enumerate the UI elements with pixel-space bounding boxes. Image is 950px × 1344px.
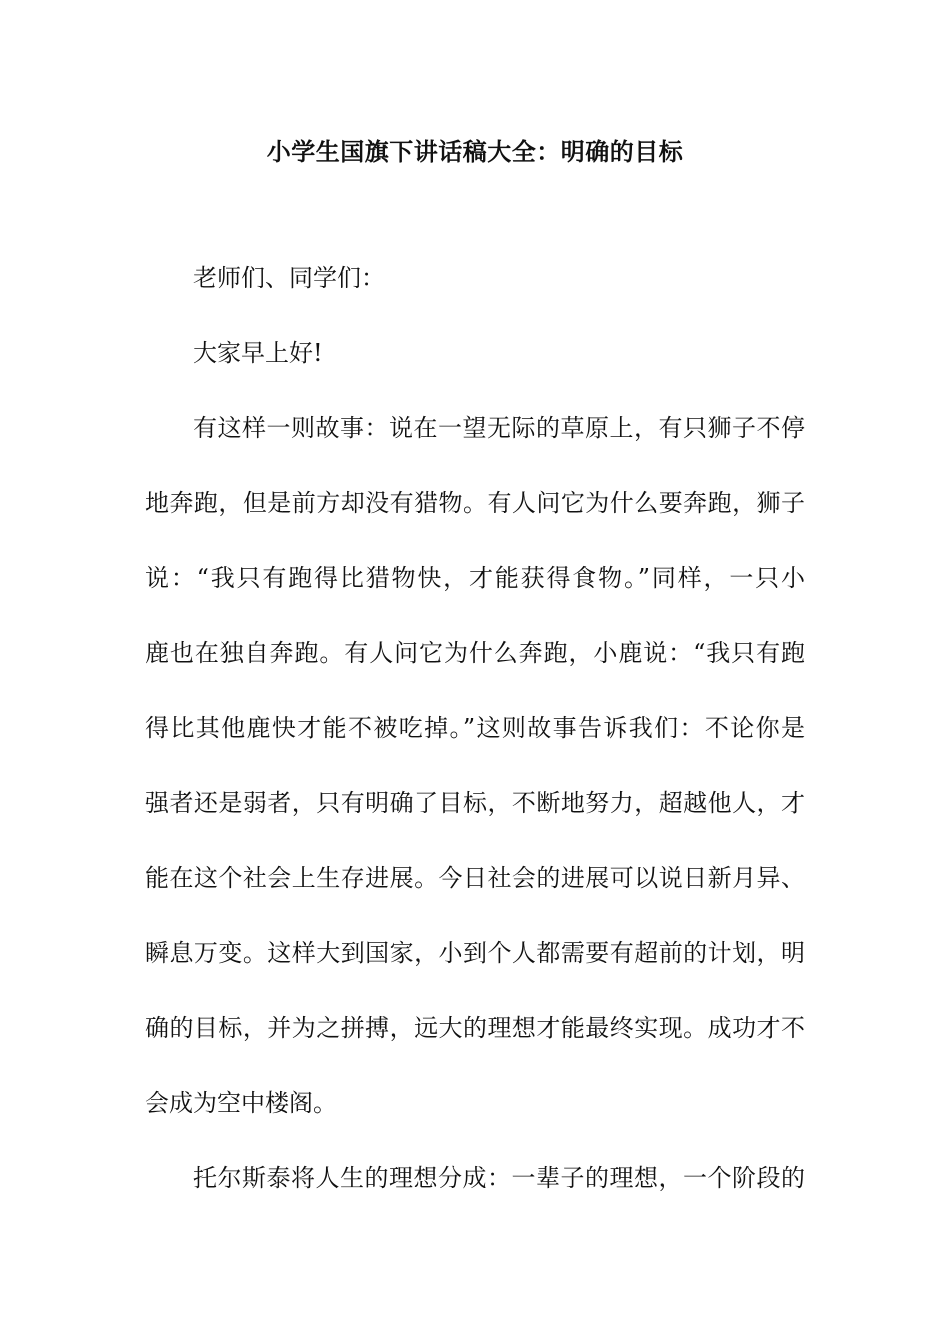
paragraph-line: 确的目标，并为之拼搏，远大的理想才能最终实现。成功才不: [145, 1014, 805, 1042]
paragraph-line: 托尔斯泰将人生的理想分成：一辈子的理想，一个阶段的: [193, 1164, 805, 1192]
paragraph-line: 有这样一则故事：说在一望无际的草原上，有只狮子不停: [193, 414, 805, 442]
paragraph-line: 会成为空中楼阁。: [145, 1089, 337, 1117]
salutation-line: 大家早上好!: [193, 339, 323, 367]
paragraph-line: 得比其他鹿快才能不被吃掉。”这则故事告诉我们：不论你是: [145, 714, 805, 742]
document-title: 小学生国旗下讲话稿大全：明确的目标: [266, 137, 684, 166]
paragraph-line: 瞬息万变。这样大到国家，小到个人都需要有超前的计划，明: [145, 939, 805, 967]
paragraph-line: 鹿也在独自奔跑。有人问它为什么奔跑，小鹿说：“我只有跑: [145, 639, 805, 667]
paragraph-line: 强者还是弱者，只有明确了目标，不断地努力，超越他人，才: [145, 789, 805, 817]
paragraph-line: 能在这个社会上生存进展。今日社会的进展可以说日新月异、: [145, 864, 805, 892]
paragraph-line: 说：“我只有跑得比猎物快，才能获得食物。”同样，一只小: [145, 564, 805, 592]
greeting-line: 老师们、同学们：: [193, 264, 385, 292]
paragraph-line: 地奔跑，但是前方却没有猎物。有人问它为什么要奔跑，狮子: [145, 489, 805, 517]
